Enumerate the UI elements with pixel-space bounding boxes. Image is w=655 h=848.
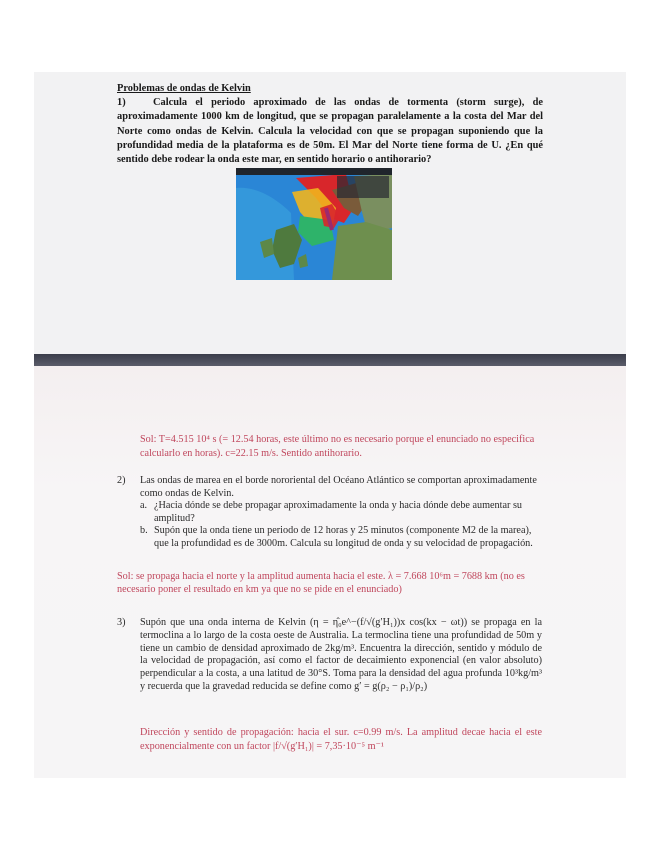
problem-1-statement: Calcula el periodo aproximado de las ondas de tormenta (storm surge), de aproximadamente 1000 km de longitud, que se propagan paralelamente a la costa del Mar del Norte como ondas de Kelvin. Calcula la velocidad con que se propagan suponiendo que la profundidad media de la plataforma es de 50m. El Mar del Norte tiene forma de U. ¿En qué sentido debe rodear la onda este mar, en sentido horario o antihorario? [117, 97, 543, 166]
problem-1-number: 1) [117, 97, 126, 109]
page-divider-band [34, 354, 626, 366]
problem-2b-text: Supón que la onda tiene un periodo de 12 horas y 25 minutos (componente M2 de la marea), que la profundidad es de 3000m. Calcula su longitud de onda y su velocidad de propagación. [154, 525, 533, 549]
problem-2 [117, 475, 542, 551]
solution-1: Sol: T=4.515 10⁴ s (= 12.54 horas, este último no es necesario porque el enunciado no especifica calcularlo en horas). c=22.15 m/s. Sentido antihorario. [140, 434, 535, 459]
problem-2a [140, 500, 542, 525]
problem-3-stem [117, 617, 542, 694]
problem-3 [117, 617, 542, 694]
problem-2-stem [117, 475, 542, 500]
problem-2b-label: b. [140, 525, 148, 537]
problem-2a-text: ¿Hacia dónde se debe propagar aproximadamente la onda y hacia dónde debe aumentar su amplitud? [154, 500, 523, 524]
problem-3-number: 3) [117, 617, 126, 628]
problem-3-statement: Supón que una onda interna de Kelvin (η = η̂₀e^−(f/√(g′H₁))x cos(kx − ωt)) se propaga en la termoclina a lo largo de la costa oeste de Australia. La termoclina tiene una profundidad de 50m y tiene un cambio de densidad aproximado de 2kg/m³. Encuentra la dirección, sentido y módulo de la velocidad de propagación, así como el factor de decaimiento exponencial (en valor absoluto) perpendicular a la costa, a una latitud de 30°S. Toma para la densidad del agua profunda 10³kg/m³ y recuerda que la gravedad reducida se define como g′ = g(ρ₂ − ρ₁)/ρ₂) [140, 617, 542, 692]
solution-2: Sol: se propaga hacia el norte y la amplitud aumenta hacia el este. λ = 7.668 10⁶m = 7688 km (no es necesario poner el resultado en km ya que no se pide en el enunciado) [117, 571, 525, 595]
problem-2-statement: Las ondas de marea en el borde nororiental del Océano Atlántico se comportan aproximadamente como ondas de Kelvin. [140, 475, 537, 499]
problems-title: Problemas de ondas de Kelvin [117, 83, 251, 94]
problem-2a-label: a. [140, 500, 148, 512]
background [0, 0, 655, 72]
problem-2b [140, 525, 542, 550]
problem-1 [117, 82, 543, 167]
map-legend-box [337, 176, 389, 198]
storm-surge-map [236, 168, 392, 280]
problem-1-text [117, 96, 543, 167]
problem-2-number: 2) [117, 475, 126, 486]
solution-3: Dirección y sentido de propagación: hacia el sur. c=0.99 m/s. La amplitud decae hacia el este exponencialmente con un factor |f/√(g′H₁)| = 7,35·10⁻⁵ m⁻¹ [140, 727, 542, 752]
map-header-bar [236, 168, 392, 175]
